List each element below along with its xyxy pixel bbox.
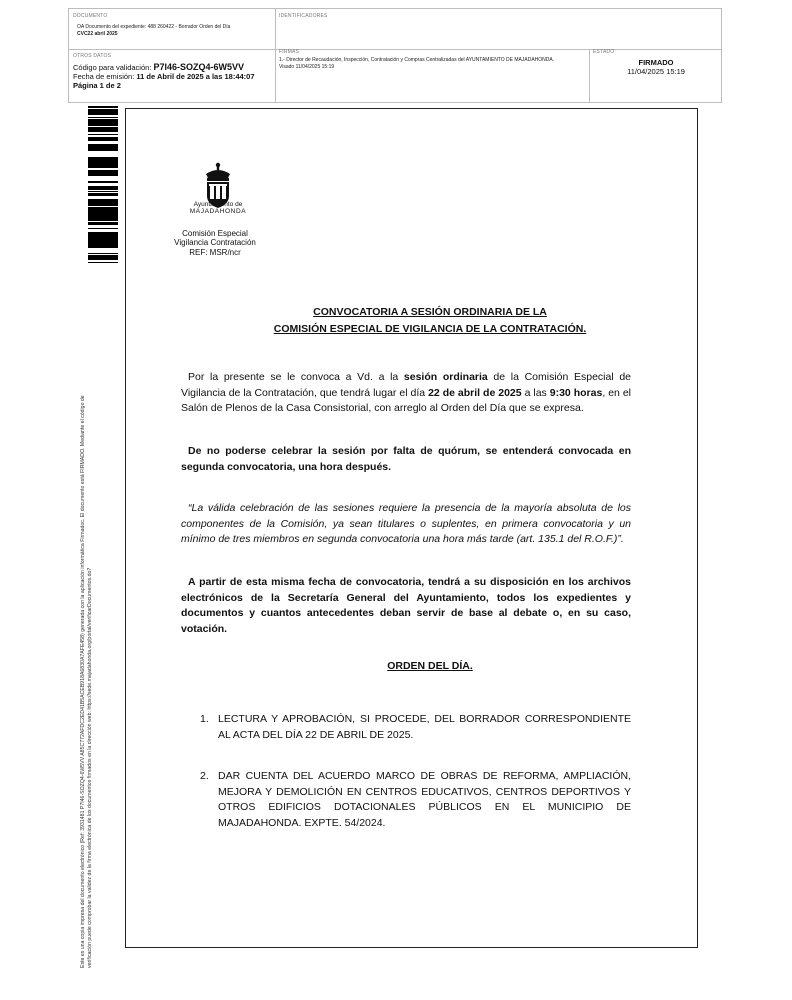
otros-datos-cell: [73, 53, 273, 90]
agenda-item: [200, 712, 631, 743]
side-text-line-1: Este es una copia impresa del documento electrónico (Ref: 3931481 P7I46-SOZQ4-6W5VV A85C772AFDC2ED41B5ACEB918A6830A7AFE458) generada con la aplicación informática Firmadoc. El documento está FIRMADO. Mediante el código de: [80, 395, 86, 968]
rof-quote-paragraph: “La válida celebración de las sesiones requiere la presencia de la mayoría absoluta de los componentes de la Comisión, ya sean titulares o suplentes, en primera convocatoria y un mínimo de tres miembros en segunda convocatoria una hora más tarde (art. 135.1 del R.O.F.)”.: [181, 502, 631, 545]
identificadores-cell: [279, 13, 579, 19]
page-number: Página 1 de 2: [73, 81, 121, 90]
document-title-line-1: CONVOCATORIA A SESIÓN ORDINARIA DE LA: [313, 306, 547, 318]
agenda-item-number: 1.: [200, 713, 209, 725]
estado-value: FIRMADO: [638, 58, 674, 67]
org-line-1: Comisión Especial: [182, 229, 248, 238]
documento-code: CVC22 abril 2025: [77, 31, 118, 37]
barcode: [88, 105, 118, 263]
codigo-validacion: Código para validación: P7I46-SOZQ4-6W5VV: [73, 62, 245, 72]
agenda-item-text: DAR CUENTA DEL ACUERDO MARCO DE OBRAS DE REFORMA, AMPLIACIÓN, MEJORA Y DEMOLICIÓN EN CENTROS EDUCATIVOS, CENTROS DEPORTIVOS Y OTROS EDIFICIOS DOTACIONALES PÚBLICOS EN EL MUNICIPIO DE MAJADAHONDA. EXPTE. 54/2024.: [218, 770, 631, 829]
documento-label: DOCUMENTO: [73, 13, 108, 19]
otros-datos-label: OTROS DATOS: [73, 53, 112, 59]
agenda-item-text: LECTURA Y APROBACIÓN, SI PROCEDE, DEL BORRADOR CORRESPONDIENTE AL ACTA DEL DÍA 22 DE ABRIL DE 2025.: [218, 713, 631, 741]
agenda-title: ORDEN DEL DÍA.: [387, 660, 473, 672]
documento-text: OA Documento del expediente: 488 260422 - Borrador Orden del Día: [77, 24, 231, 30]
org-block: [160, 229, 270, 257]
firmas-label: FIRMAS: [279, 49, 300, 55]
convocation-paragraph: Por la presente se le convoca a Vd. a la sesión ordinaria de la Comisión Especial de Vigilancia de la Contratación, que tendrá lugar el día 22 de abril de 2025 a las 9:30 horas, en el Salón de Plenos de la Casa Consistorial, con arreglo al Orden del Día que se expresa.: [181, 371, 632, 414]
firmas-text: 1.- Director de Recaudación, Inspección, Contratación y Compras Centralizadas del AYUNTAMIENTO DE MAJADAHONDA. Visado 11/04/2025 15:19: [279, 57, 555, 70]
estado-date: 11/04/2025 15:19: [627, 67, 685, 76]
estado-label: ESTADO: [593, 49, 615, 55]
documents-availability-paragraph: A partir de esta misma fecha de convocatoria, tendrá a su disposición en los archivos electrónicos de la Secretaría General del Ayuntamiento, todos los expedientes y documentos y cuantos antecedentes deban servir de base al debate o, en su caso, votación.: [181, 576, 631, 635]
reference: REF: MSR/ncr: [189, 247, 241, 257]
signature-header: [68, 8, 722, 103]
side-text-line-2: verificación puede comprobar la validez de la firma electrónica de los documentos firmados en la dirección web: https://sede.majadahonda.org/portal/verificarDocumentos.do?: [86, 567, 93, 968]
fecha-emision: Fecha de emisión: 11 de Abril de 2025 a las 18:44:07: [73, 72, 255, 81]
documento-cell: [73, 13, 273, 38]
logo-caption: [168, 201, 268, 215]
org-line-2: Vigilancia Contratación: [174, 238, 256, 248]
estado-cell: [593, 49, 719, 76]
verification-side-text: [80, 298, 93, 968]
logo-caption-line-2: MAJADAHONDA: [189, 208, 247, 215]
agenda-item: [200, 769, 631, 831]
document-title-line-2: COMISIÓN ESPECIAL DE VIGILANCIA DE LA CONTRATACIÓN.: [273, 323, 587, 335]
agenda-item-number: 2.: [200, 770, 209, 782]
logo-caption-line-1: Ayuntamiento de: [193, 201, 243, 208]
codigo-value: P7I46-SOZQ4-6W5VV: [153, 62, 245, 72]
quorum-paragraph: De no poderse celebrar la sesión por falta de quórum, se entenderá convocada en segunda convocatoria, una hora después.: [181, 445, 631, 473]
firmas-cell: [279, 49, 579, 71]
identificadores-label: IDENTIFICADORES: [279, 13, 328, 19]
